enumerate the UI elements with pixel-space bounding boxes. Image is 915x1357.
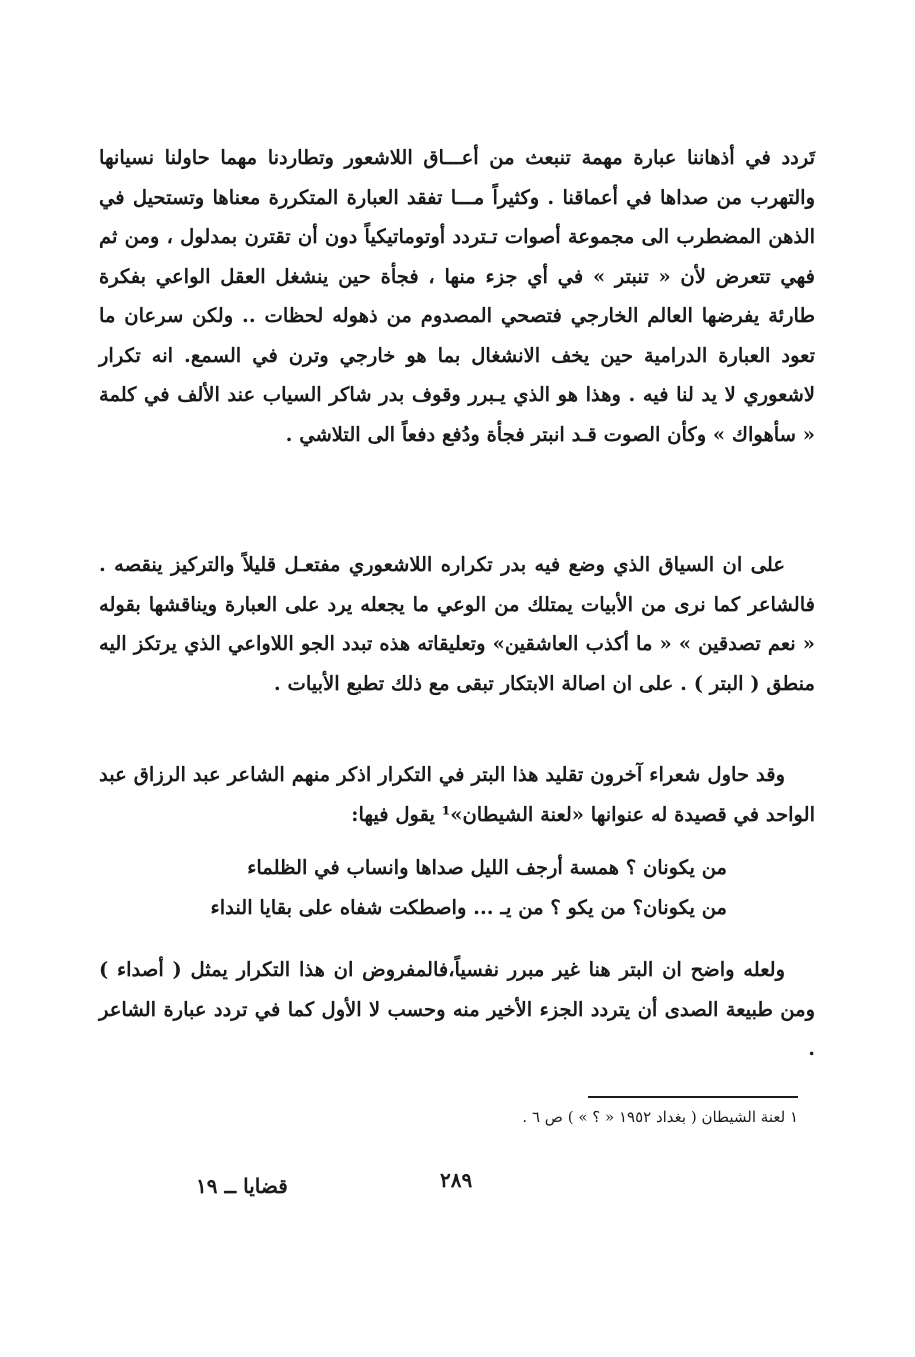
body-paragraph-1 — [99, 138, 815, 454]
footnote: ١ لعنة الشيطان ( بغداد ١٩٥٢ « ؟ » ) ص ٦ . — [522, 1108, 798, 1126]
running-footer: قضايا ــ ١٩ — [196, 1174, 288, 1198]
poem-verse — [167, 848, 727, 927]
page-number: ٢٨٩ — [440, 1168, 473, 1192]
paragraph-text: ولعله واضح ان البتر هنا غير مبرر نفسياً،فالمفروض ان هذا التكرار يمثل ( أصداء ) ومن طبيعة الصدى أن يتردد الجزء الأخير منه وحسب لا الأول كما في تردد عبارة الشاعر . — [99, 958, 815, 1060]
paragraph-text: وقد حاول شعراء آخرون تقليد هذا البتر في التكرار اذكر منهم الشاعر عبد الرزاق عبد الواحد في قصيدة له عنوانها «لعنة الشيطان»¹ يقول فيها: — [99, 763, 815, 826]
paragraph-text: تَردد في أذهاننا عبارة مهمة تنبعث من أعـــاق اللاشعور وتطاردنا مهما حاولنا نسيانها والتهرب من صداها في أعماقنا . وكثيراً مـــا تفقد العبارة المتكررة معناها وتستحيل في الذهن المضطرب الى مجموعة أصوات تـتردد أوتوماتيكياً دون أن تقترن بمدلول ، ومن ثم فهي تتعرض لأن « تنبتر » في أي جزء منها ، فجأة حين ينشغل العقل الواعي بفكرة طارئة يفرضها العالم الخارجي فتصحي المصدوم من ذهوله لحظات .. ولكن سرعان ما تعود العبارة الدرامية حين يخف الانشغال بما هو خارجي وترن في السمع. انه تكرار لاشعوري لا يد لنا فيه . وهذا هو الذي يـبرر وقوف بدر شاكر السياب عند الألف في كلمة « سأهواك » وكأن الصوت قـد انبتر فجأة ودُفع دفعاً الى التلاشي . — [99, 146, 815, 446]
body-paragraph-4 — [99, 950, 815, 1069]
footnote-divider — [588, 1096, 798, 1098]
verse-line-2: من يكونان؟ من يكو ؟ من يـ ... واصطكت شفاه على بقايا النداء — [210, 895, 727, 919]
paragraph-text: على ان السياق الذي وضع فيه بدر تكراره اللاشعوري مفتعـل قليلاً والتركيز ينقصه . فالشاعر كما نرى من الأبيات يمتلك من الوعي ما يجعله يرد على العبارة ويناقشها بقوله « نعم تصدقين » « ما أكذب العاشقين» وتعليقاته هذه تبدد الجو اللاواعي الذي يرتكز اليه منطق ( البتر ) . على ان اصالة الابتكار تبقى مع ذلك تطبع الأبيات . — [99, 553, 815, 695]
body-paragraph-3 — [99, 755, 815, 834]
body-paragraph-2 — [99, 545, 815, 703]
verse-line-1: من يكونان ؟ همسة أرجف الليل صداها وانساب في الظلماء — [247, 856, 727, 879]
